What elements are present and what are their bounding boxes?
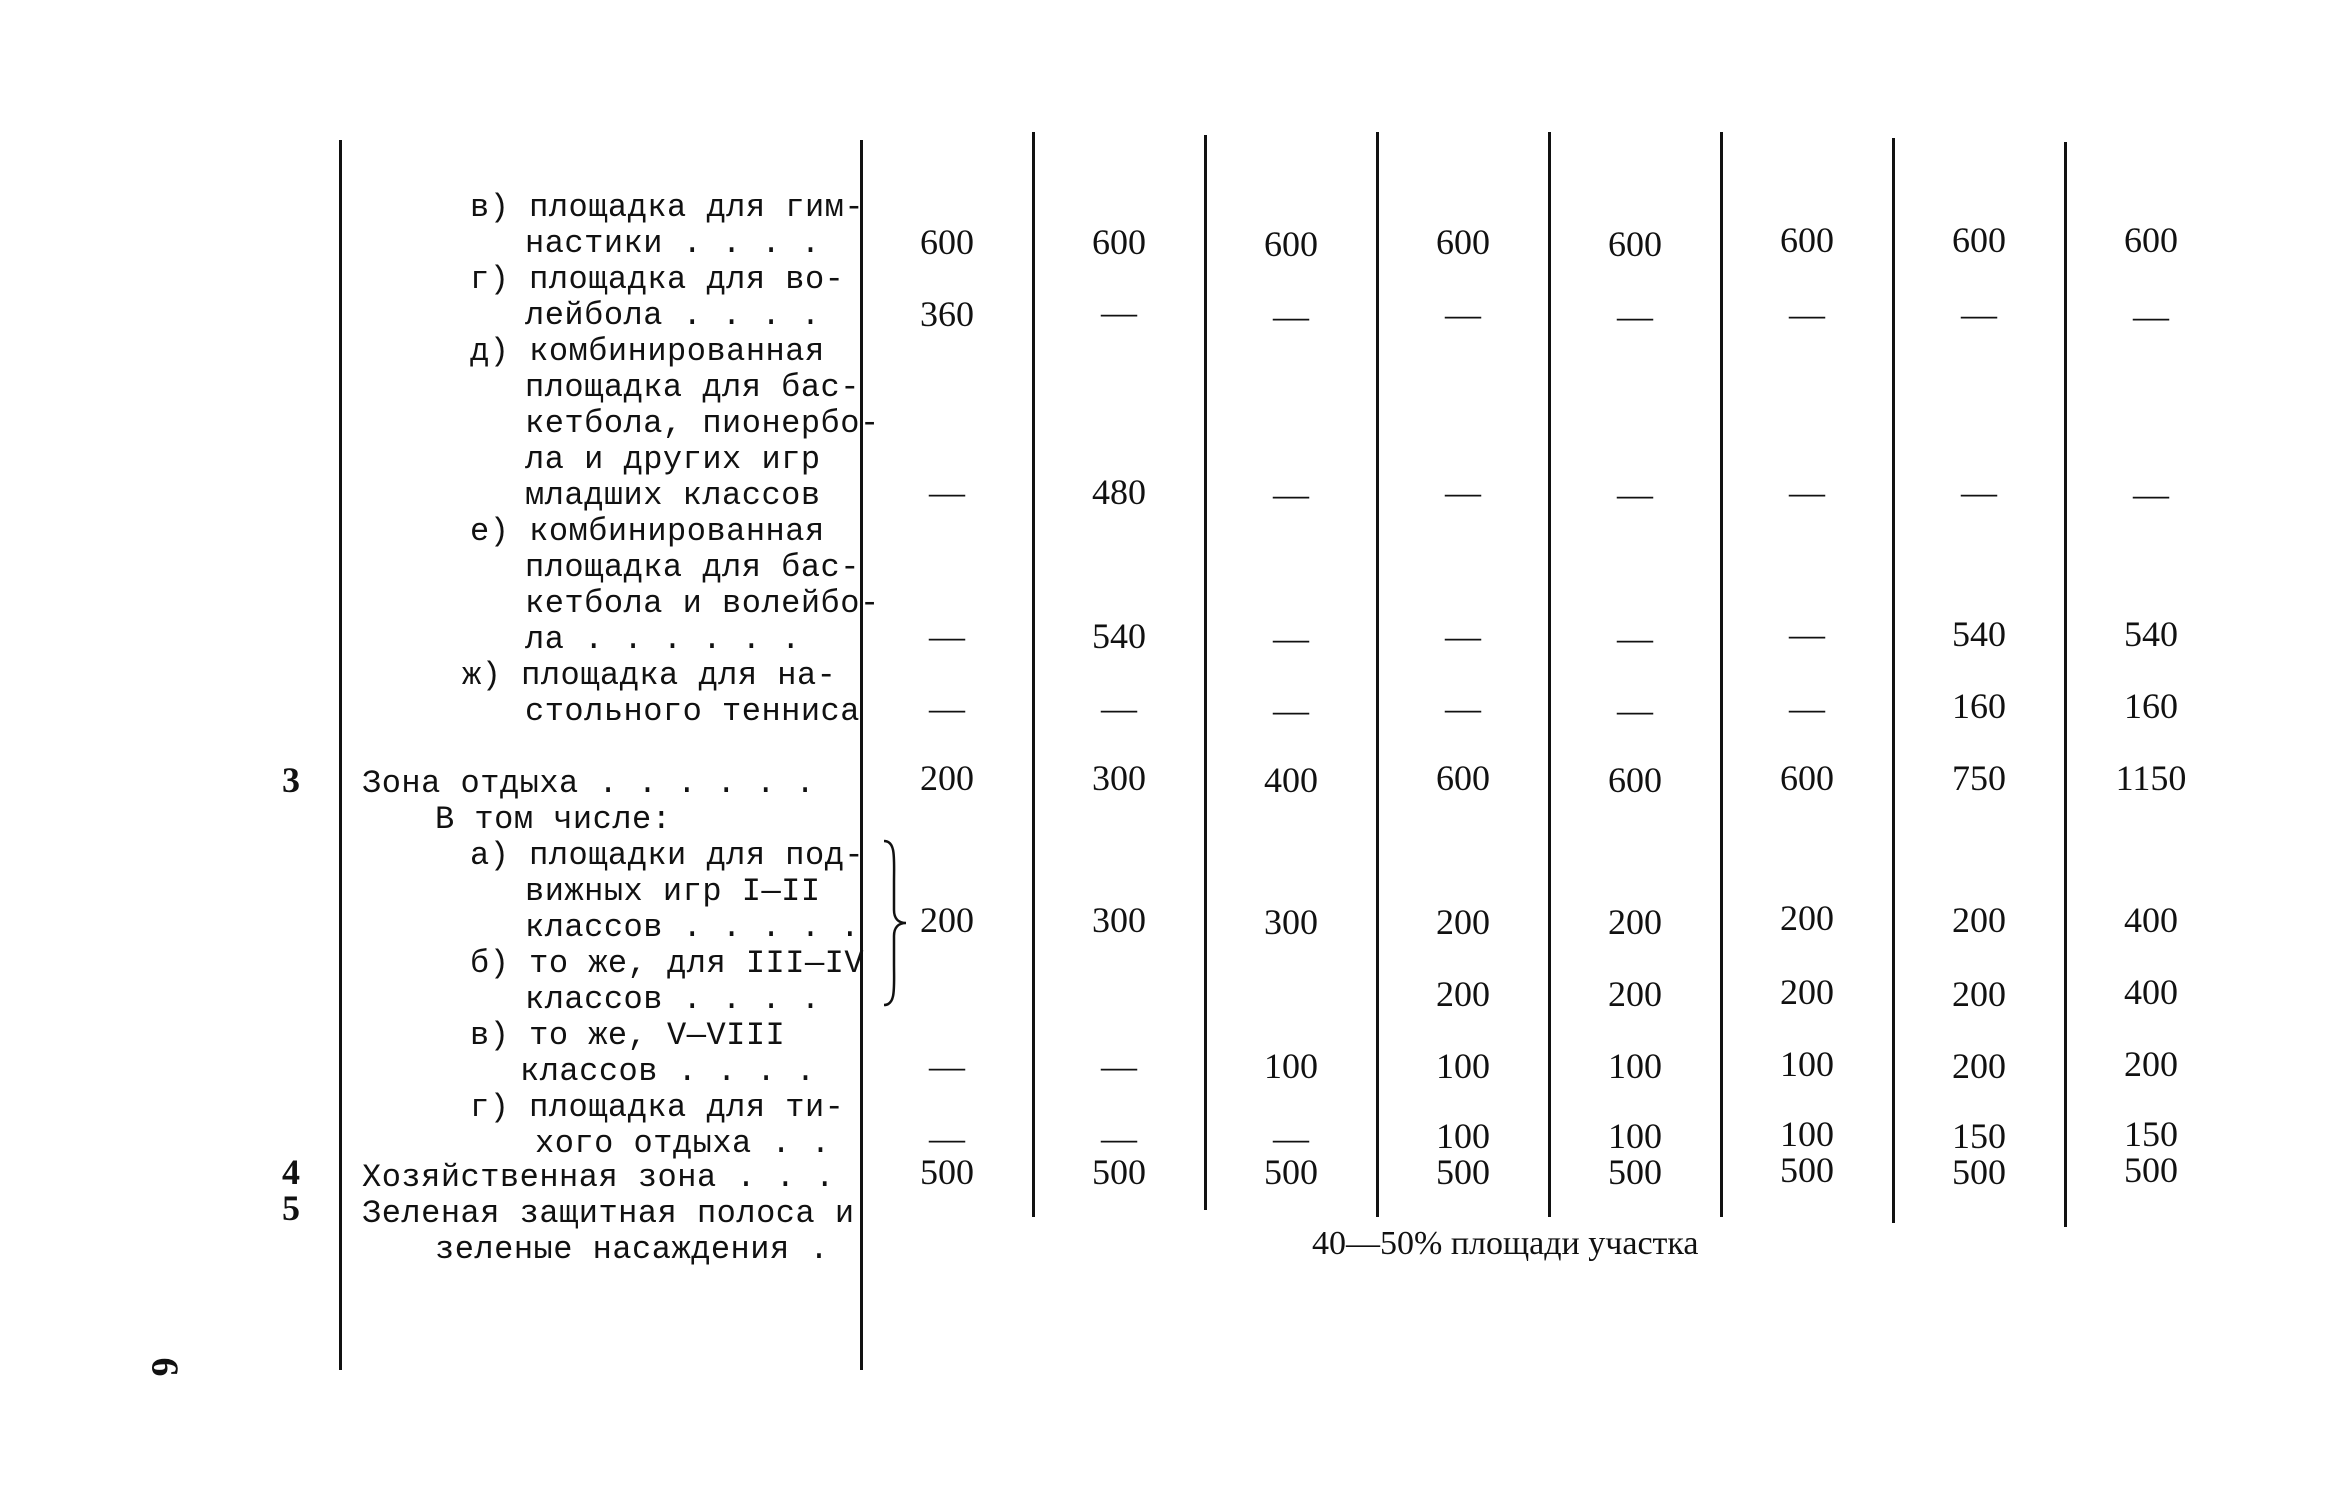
table-cell: 500 [1608,1152,1662,1192]
row-label-line: классов . . . . . [525,909,860,946]
table-cell: 500 [2124,1150,2178,1190]
table-cell: 1150 [2115,758,2187,798]
row-label-line: ж) площадка для на- [462,657,837,694]
row-label-line: вижных игр I—II [525,873,821,910]
table-cell: — [1101,688,1137,728]
column-rule-6 [1892,138,1895,1223]
table-cell: 200 [1436,974,1490,1014]
row-label-line: б) то же, для III—IV [470,945,865,982]
table-cell: 600 [1436,222,1490,262]
column-rule-4 [1548,132,1551,1217]
table-cell: 300 [1264,902,1318,942]
table-cell: 100 [1264,1046,1318,1086]
table-cell: 200 [1952,1046,2006,1086]
table-cell: — [1273,690,1309,730]
table-cell: — [1617,474,1653,514]
table-cell: 480 [1092,472,1146,512]
table-cell: 500 [1952,1152,2006,1192]
row-label-line: стольного тенниса [525,693,860,730]
table-cell: 600 [1608,760,1662,800]
table-cell: 100 [1780,1044,1834,1084]
table-cell: — [1617,618,1653,658]
table-cell: — [929,688,965,728]
page-number: 6 [143,1357,186,1377]
table-cell: — [2133,296,2169,336]
table-cell: — [1101,1118,1137,1158]
column-rule-number [339,140,342,1370]
table-cell: 150 [2124,1114,2178,1154]
table-cell: 100 [1780,1114,1834,1154]
row-number: 5 [282,1188,300,1228]
table-cell: 600 [2124,220,2178,260]
row-number: 4 [282,1152,300,1192]
row-label-line: настики . . . . [525,225,821,262]
table-cell: — [1789,472,1825,512]
table-cell: — [1617,296,1653,336]
table-cell: 150 [1952,1116,2006,1156]
row-label-line: е) комбинированная [470,513,825,550]
column-rule-3 [1376,132,1379,1217]
row-label-line: классов . . . . [525,981,821,1018]
table-cell: — [1273,474,1309,514]
table-cell: — [1101,292,1137,332]
table-cell: 200 [1436,902,1490,942]
table-cell: 750 [1952,758,2006,798]
table-cell: — [929,1118,965,1158]
table-cell: 500 [1436,1152,1490,1192]
row-label-line: Зона отдыха . . . . . . [362,765,816,802]
table-cell: 500 [1264,1152,1318,1192]
row-label-line: в) площадка для гим- [470,189,865,226]
table-cell: 200 [2124,1044,2178,1084]
table-cell: 400 [1264,760,1318,800]
table-cell: — [929,1046,965,1086]
table-cell: — [2133,474,2169,514]
row-label-line: лейбола . . . . [525,297,821,334]
column-rule-7 [2064,142,2067,1227]
row-label-line: кетбола и волейбо- [525,585,880,622]
table-cell: — [929,616,965,656]
table-cell: 200 [1780,972,1834,1012]
table-cell: — [1445,472,1481,512]
table-cell: 540 [1092,616,1146,656]
table-cell: 300 [1092,758,1146,798]
table-cell: 500 [1092,1152,1146,1192]
row-label-line: площадка для бас- [525,549,860,586]
table-cell: 540 [1952,614,2006,654]
table-cell: 200 [1780,898,1834,938]
row-label-line: хого отдыха . . [535,1125,831,1162]
row-label-line: Хозяйственная зона . . . [362,1159,835,1196]
table-cell: 600 [1952,220,2006,260]
table-cell: 200 [920,900,974,940]
table-cell: — [1273,1118,1309,1158]
table-cell: 200 [1608,902,1662,942]
table-cell: — [1101,1046,1137,1086]
table-cell: 600 [1780,220,1834,260]
table-cell: — [1961,472,1997,512]
row-label-line: ла . . . . . . [525,621,801,658]
column-rule-label [860,140,863,1370]
table-cell: — [1789,614,1825,654]
table-cell: 200 [1608,974,1662,1014]
row-label-line: а) площадки для под- [470,837,865,874]
table-cell: 300 [1092,900,1146,940]
table-cell: — [1273,618,1309,658]
table-cell: 200 [1952,974,2006,1014]
row-label-line: г) площадка для во- [470,261,845,298]
table-cell: — [1445,688,1481,728]
table-cell: 500 [920,1152,974,1192]
row-label-line: площадка для бас- [525,369,860,406]
table-cell: — [929,472,965,512]
column-rule-5 [1720,132,1723,1217]
table-cell: 100 [1608,1116,1662,1156]
row-label-line: д) комбинированная [470,333,825,370]
table-cell: — [1273,296,1309,336]
table-cell: 600 [1092,222,1146,262]
table-cell: — [1789,688,1825,728]
row-label-line: зеленые насаждения . [435,1231,830,1268]
table-cell: 600 [1780,758,1834,798]
table-cell: 600 [1436,758,1490,798]
table-cell: 100 [1436,1116,1490,1156]
table-cell: 600 [920,222,974,262]
row-label-line: ла и других игр [525,441,821,478]
column-rule-2 [1204,135,1207,1210]
row-label-line: г) площадка для ти- [470,1089,845,1126]
table-cell: 160 [2124,686,2178,726]
row-number: 3 [282,760,300,800]
row-label-line: младших классов [525,477,821,514]
table-cell: 100 [1608,1046,1662,1086]
table-cell: — [1789,294,1825,334]
column-rule-1 [1032,132,1035,1217]
table-cell: 200 [920,758,974,798]
table-cell: — [1617,690,1653,730]
table-cell: 600 [1264,224,1318,264]
table-cell: — [1445,616,1481,656]
subheading: В том числе: [435,801,672,838]
green-zone-note: 40—50% площади участка [1312,1225,1699,1262]
table-cell: 100 [1436,1046,1490,1086]
row-label-line: в) то же, V—VIII [470,1017,786,1054]
row-label-line: кетбола, пионербо- [525,405,880,442]
table-cell: 500 [1780,1150,1834,1190]
table-cell: 400 [2124,972,2178,1012]
row-label-line: классов . . . . [520,1053,816,1090]
table-cell: 540 [2124,614,2178,654]
table-cell: 160 [1952,686,2006,726]
table-cell: 400 [2124,900,2178,940]
table-cell: 360 [920,294,974,334]
table-cell: — [1445,294,1481,334]
row-label-line: Зеленая защитная полоса и [362,1195,855,1232]
table-cell: 200 [1952,900,2006,940]
table-cell: 600 [1608,224,1662,264]
table-cell: — [1961,294,1997,334]
